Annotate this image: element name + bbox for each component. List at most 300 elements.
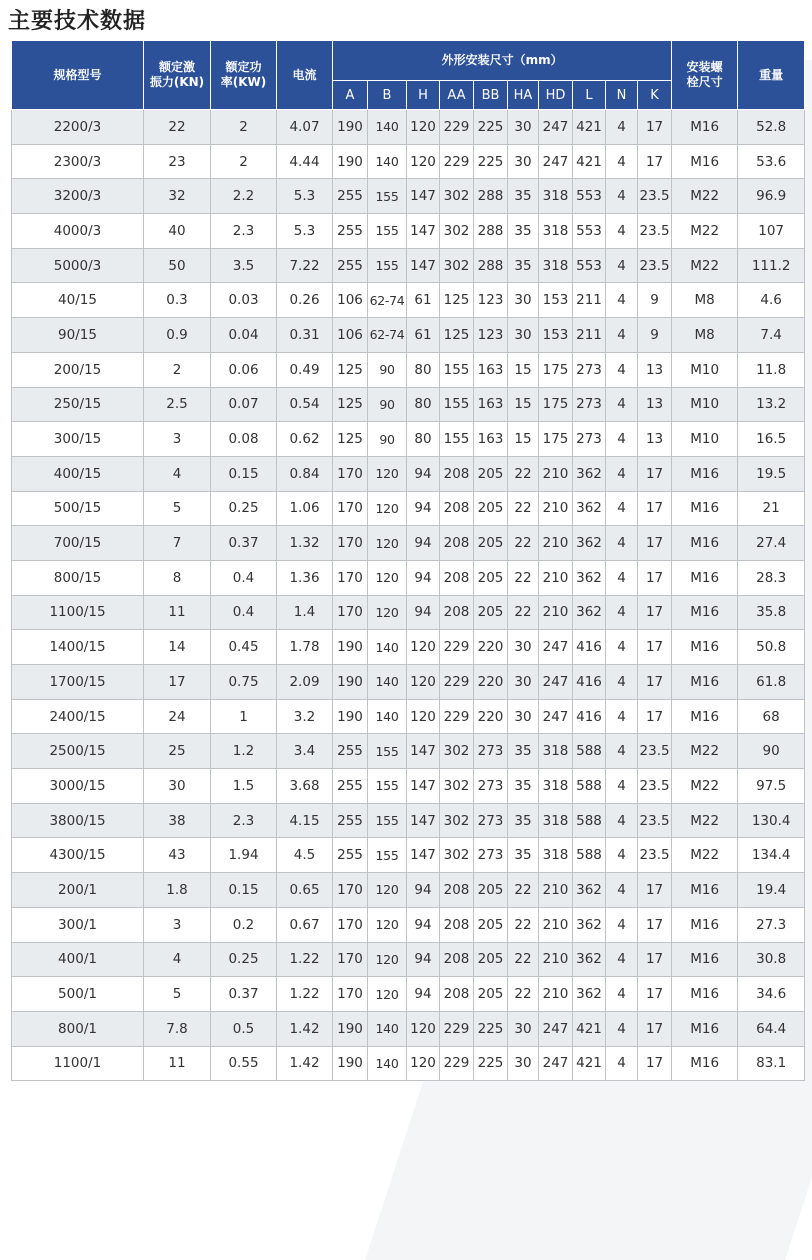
table-cell: 13 bbox=[638, 422, 672, 457]
table-cell: 247 bbox=[539, 1011, 573, 1046]
table-cell: M16 bbox=[672, 977, 738, 1012]
table-cell: 7.4 bbox=[738, 318, 805, 353]
table-cell: 4 bbox=[606, 665, 638, 700]
table-cell: 208 bbox=[440, 526, 474, 561]
table-row bbox=[12, 595, 805, 630]
table-cell: 34.6 bbox=[738, 977, 805, 1012]
table-row bbox=[12, 1046, 805, 1081]
table-cell: 1100/1 bbox=[12, 1046, 144, 1081]
table-cell: 0.03 bbox=[211, 283, 277, 318]
table-cell: 588 bbox=[573, 734, 606, 769]
header-bolt bbox=[672, 41, 738, 110]
table-header bbox=[12, 41, 805, 110]
table-cell: 163 bbox=[474, 387, 508, 422]
page-title: 主要技术数据 bbox=[8, 9, 147, 34]
table-cell: 24 bbox=[144, 699, 211, 734]
table-cell: 97.5 bbox=[738, 769, 805, 804]
table-cell: 800/1 bbox=[12, 1011, 144, 1046]
table-cell: 120 bbox=[368, 456, 407, 491]
table-cell: 4 bbox=[606, 769, 638, 804]
table-cell: 9 bbox=[638, 283, 672, 318]
table-cell: 17 bbox=[638, 665, 672, 700]
table-cell: 1.5 bbox=[211, 769, 277, 804]
table-cell: 155 bbox=[368, 734, 407, 769]
table-cell: 220 bbox=[474, 665, 508, 700]
table-cell: 94 bbox=[407, 907, 440, 942]
table-row bbox=[12, 873, 805, 908]
table-cell: 4 bbox=[606, 144, 638, 179]
table-cell: 5000/3 bbox=[12, 248, 144, 283]
table-cell: 94 bbox=[407, 942, 440, 977]
table-cell: 80 bbox=[407, 352, 440, 387]
table-cell: 1.94 bbox=[211, 838, 277, 873]
table-cell: 1.06 bbox=[277, 491, 333, 526]
table-cell: 302 bbox=[440, 179, 474, 214]
table-cell: 1.36 bbox=[277, 560, 333, 595]
table-cell: 120 bbox=[368, 526, 407, 561]
table-cell: 94 bbox=[407, 526, 440, 561]
table-cell: 4 bbox=[144, 942, 211, 977]
table-cell: 205 bbox=[474, 907, 508, 942]
table-cell: 0.4 bbox=[211, 595, 277, 630]
table-cell: M22 bbox=[672, 214, 738, 249]
table-cell: 125 bbox=[440, 318, 474, 353]
table-row bbox=[12, 352, 805, 387]
table-cell: 90 bbox=[368, 352, 407, 387]
table-cell: 155 bbox=[368, 214, 407, 249]
table-cell: 255 bbox=[333, 769, 368, 804]
table-cell: 500/15 bbox=[12, 491, 144, 526]
table-cell: 302 bbox=[440, 734, 474, 769]
table-cell: 155 bbox=[368, 179, 407, 214]
table-cell: 210 bbox=[539, 560, 573, 595]
table-cell: 3 bbox=[144, 907, 211, 942]
table-cell: 90 bbox=[368, 422, 407, 457]
table-cell: 170 bbox=[333, 942, 368, 977]
table-cell: M22 bbox=[672, 179, 738, 214]
table-cell: 2 bbox=[211, 110, 277, 145]
table-cell: 362 bbox=[573, 907, 606, 942]
table-cell: 17 bbox=[638, 873, 672, 908]
table-cell: 0.67 bbox=[277, 907, 333, 942]
table-cell: 30 bbox=[508, 1011, 539, 1046]
table-cell: 0.49 bbox=[277, 352, 333, 387]
table-cell: 17 bbox=[144, 665, 211, 700]
table-cell: 35.8 bbox=[738, 595, 805, 630]
table-cell: 4300/15 bbox=[12, 838, 144, 873]
table-cell: 362 bbox=[573, 491, 606, 526]
table-cell: 107 bbox=[738, 214, 805, 249]
table-cell: 0.55 bbox=[211, 1046, 277, 1081]
table-cell: 4 bbox=[606, 803, 638, 838]
table-cell: 0.04 bbox=[211, 318, 277, 353]
table-cell: 208 bbox=[440, 456, 474, 491]
table-cell: 0.75 bbox=[211, 665, 277, 700]
table-cell: 80 bbox=[407, 422, 440, 457]
table-cell: 125 bbox=[440, 283, 474, 318]
table-cell: 61 bbox=[407, 283, 440, 318]
table-cell: 362 bbox=[573, 977, 606, 1012]
table-cell: 153 bbox=[539, 318, 573, 353]
table-cell: 94 bbox=[407, 873, 440, 908]
table-cell: 125 bbox=[333, 352, 368, 387]
table-cell: 273 bbox=[474, 838, 508, 873]
spec-table bbox=[11, 40, 805, 1081]
header-force-line-2: 振力(KN) bbox=[149, 75, 205, 89]
table-cell: 229 bbox=[440, 110, 474, 145]
header-dim-l: L bbox=[573, 81, 606, 110]
table-cell: 25 bbox=[144, 734, 211, 769]
table-cell: 0.37 bbox=[211, 977, 277, 1012]
table-cell: 120 bbox=[407, 699, 440, 734]
table-cell: 4 bbox=[606, 248, 638, 283]
table-cell: 140 bbox=[368, 630, 407, 665]
table-cell: 134.4 bbox=[738, 838, 805, 873]
table-cell: 416 bbox=[573, 699, 606, 734]
header-current: 电流 bbox=[277, 41, 333, 110]
table-cell: 27.3 bbox=[738, 907, 805, 942]
table-cell: 30 bbox=[508, 110, 539, 145]
table-cell: 0.06 bbox=[211, 352, 277, 387]
table-cell: 210 bbox=[539, 526, 573, 561]
table-cell: 302 bbox=[440, 248, 474, 283]
table-cell: 11 bbox=[144, 595, 211, 630]
table-cell: 0.37 bbox=[211, 526, 277, 561]
table-cell: 3.68 bbox=[277, 769, 333, 804]
table-cell: 140 bbox=[368, 1046, 407, 1081]
table-cell: M16 bbox=[672, 907, 738, 942]
table-row bbox=[12, 769, 805, 804]
table-cell: 30 bbox=[508, 699, 539, 734]
table-cell: M22 bbox=[672, 803, 738, 838]
table-cell: 588 bbox=[573, 769, 606, 804]
table-cell: 147 bbox=[407, 248, 440, 283]
table-cell: 30 bbox=[508, 630, 539, 665]
table-cell: 205 bbox=[474, 491, 508, 526]
table-cell: 0.9 bbox=[144, 318, 211, 353]
table-cell: 1700/15 bbox=[12, 665, 144, 700]
table-cell: 2.3 bbox=[211, 803, 277, 838]
table-cell: 318 bbox=[539, 769, 573, 804]
table-cell: 94 bbox=[407, 491, 440, 526]
table-cell: 302 bbox=[440, 838, 474, 873]
table-cell: 120 bbox=[368, 942, 407, 977]
table-cell: 273 bbox=[573, 422, 606, 457]
table-cell: 23.5 bbox=[638, 769, 672, 804]
table-row bbox=[12, 456, 805, 491]
table-cell: 190 bbox=[333, 699, 368, 734]
table-cell: 90/15 bbox=[12, 318, 144, 353]
table-row bbox=[12, 630, 805, 665]
table-cell: 120 bbox=[368, 491, 407, 526]
table-cell: 3.5 bbox=[211, 248, 277, 283]
table-cell: 17 bbox=[638, 977, 672, 1012]
table-cell: M16 bbox=[672, 699, 738, 734]
table-cell: 421 bbox=[573, 1011, 606, 1046]
table-cell: 120 bbox=[368, 873, 407, 908]
table-cell: 155 bbox=[368, 248, 407, 283]
table-cell: 2.5 bbox=[144, 387, 211, 422]
table-cell: 5 bbox=[144, 977, 211, 1012]
header-power-line-2: 率(KW) bbox=[220, 75, 267, 89]
table-cell: 0.62 bbox=[277, 422, 333, 457]
table-cell: 553 bbox=[573, 179, 606, 214]
table-cell: 17 bbox=[638, 456, 672, 491]
table-row bbox=[12, 214, 805, 249]
table-cell: 318 bbox=[539, 803, 573, 838]
table-cell: M22 bbox=[672, 734, 738, 769]
table-cell: 35 bbox=[508, 214, 539, 249]
table-cell: 1.32 bbox=[277, 526, 333, 561]
table-cell: 13.2 bbox=[738, 387, 805, 422]
table-cell: 302 bbox=[440, 214, 474, 249]
table-cell: 94 bbox=[407, 560, 440, 595]
table-cell: 7 bbox=[144, 526, 211, 561]
table-cell: 273 bbox=[474, 734, 508, 769]
table-cell: 2400/15 bbox=[12, 699, 144, 734]
table-row bbox=[12, 907, 805, 942]
table-cell: 125 bbox=[333, 422, 368, 457]
table-cell: 400/15 bbox=[12, 456, 144, 491]
table-cell: 800/15 bbox=[12, 560, 144, 595]
table-cell: 23.5 bbox=[638, 214, 672, 249]
table-cell: 64.4 bbox=[738, 1011, 805, 1046]
table-cell: 208 bbox=[440, 907, 474, 942]
table-cell: 255 bbox=[333, 248, 368, 283]
table-cell: 205 bbox=[474, 595, 508, 630]
table-row bbox=[12, 110, 805, 145]
table-cell: 211 bbox=[573, 318, 606, 353]
table-cell: 170 bbox=[333, 456, 368, 491]
table-row bbox=[12, 1011, 805, 1046]
table-cell: 120 bbox=[407, 1046, 440, 1081]
table-cell: 300/1 bbox=[12, 907, 144, 942]
table-cell: 4 bbox=[606, 491, 638, 526]
table-cell: 4 bbox=[606, 595, 638, 630]
table-cell: 4 bbox=[606, 214, 638, 249]
table-cell: 7.22 bbox=[277, 248, 333, 283]
table-cell: 5.3 bbox=[277, 214, 333, 249]
table-cell: 17 bbox=[638, 907, 672, 942]
header-dimensions-group: 外形安装尺寸（mm） bbox=[333, 41, 672, 81]
table-cell: 4 bbox=[606, 1046, 638, 1081]
table-cell: 123 bbox=[474, 318, 508, 353]
table-cell: 153 bbox=[539, 283, 573, 318]
table-cell: 62-74 bbox=[368, 283, 407, 318]
table-row bbox=[12, 665, 805, 700]
table-cell: 111.2 bbox=[738, 248, 805, 283]
table-cell: 120 bbox=[368, 977, 407, 1012]
table-cell: 0.4 bbox=[211, 560, 277, 595]
table-cell: 4 bbox=[606, 873, 638, 908]
table-cell: 4 bbox=[606, 526, 638, 561]
table-cell: 1.4 bbox=[277, 595, 333, 630]
table-cell: 170 bbox=[333, 907, 368, 942]
table-cell: 4 bbox=[606, 1011, 638, 1046]
table-cell: 170 bbox=[333, 491, 368, 526]
table-cell: 4.5 bbox=[277, 838, 333, 873]
table-cell: 255 bbox=[333, 214, 368, 249]
table-cell: 205 bbox=[474, 977, 508, 1012]
table-cell: 208 bbox=[440, 873, 474, 908]
table-row bbox=[12, 942, 805, 977]
table-cell: 5.3 bbox=[277, 179, 333, 214]
table-cell: 43 bbox=[144, 838, 211, 873]
table-cell: 22 bbox=[508, 560, 539, 595]
table-cell: 2.3 bbox=[211, 214, 277, 249]
table-cell: 205 bbox=[474, 560, 508, 595]
table-cell: 229 bbox=[440, 699, 474, 734]
table-cell: 4 bbox=[606, 352, 638, 387]
table-cell: 13 bbox=[638, 387, 672, 422]
table-cell: 30.8 bbox=[738, 942, 805, 977]
header-dim-h: H bbox=[407, 81, 440, 110]
table-cell: 7.8 bbox=[144, 1011, 211, 1046]
table-cell: 210 bbox=[539, 977, 573, 1012]
table-cell: 8 bbox=[144, 560, 211, 595]
table-cell: 53.6 bbox=[738, 144, 805, 179]
table-cell: 175 bbox=[539, 422, 573, 457]
table-row bbox=[12, 491, 805, 526]
table-cell: 17 bbox=[638, 630, 672, 665]
table-cell: 225 bbox=[474, 1011, 508, 1046]
table-cell: 190 bbox=[333, 630, 368, 665]
table-cell: 23.5 bbox=[638, 734, 672, 769]
table-cell: 1.22 bbox=[277, 942, 333, 977]
table-cell: 4 bbox=[606, 838, 638, 873]
table-cell: 4 bbox=[606, 283, 638, 318]
table-cell: 205 bbox=[474, 456, 508, 491]
table-cell: 0.25 bbox=[211, 942, 277, 977]
table-cell: M10 bbox=[672, 387, 738, 422]
table-cell: 90 bbox=[738, 734, 805, 769]
table-cell: 147 bbox=[407, 838, 440, 873]
table-cell: 14 bbox=[144, 630, 211, 665]
table-cell: 362 bbox=[573, 526, 606, 561]
table-cell: 3200/3 bbox=[12, 179, 144, 214]
header-dim-hd: HD bbox=[539, 81, 573, 110]
table-cell: 190 bbox=[333, 144, 368, 179]
table-cell: 421 bbox=[573, 110, 606, 145]
table-cell: 553 bbox=[573, 214, 606, 249]
table-cell: 106 bbox=[333, 283, 368, 318]
header-dim-ha: HA bbox=[508, 81, 539, 110]
table-cell: 35 bbox=[508, 179, 539, 214]
table-cell: 302 bbox=[440, 803, 474, 838]
header-dim-a: A bbox=[333, 81, 368, 110]
table-cell: 210 bbox=[539, 942, 573, 977]
table-cell: 4 bbox=[606, 734, 638, 769]
table-cell: 140 bbox=[368, 699, 407, 734]
table-cell: 175 bbox=[539, 352, 573, 387]
table-cell: 4 bbox=[606, 560, 638, 595]
table-cell: 190 bbox=[333, 1011, 368, 1046]
table-cell: 0.07 bbox=[211, 387, 277, 422]
table-cell: 4 bbox=[606, 318, 638, 353]
table-cell: 50.8 bbox=[738, 630, 805, 665]
table-cell: 208 bbox=[440, 595, 474, 630]
table-cell: 147 bbox=[407, 214, 440, 249]
table-cell: 318 bbox=[539, 248, 573, 283]
table-cell: 23.5 bbox=[638, 179, 672, 214]
table-cell: 15 bbox=[508, 387, 539, 422]
table-cell: 4 bbox=[606, 456, 638, 491]
table-cell: 4.07 bbox=[277, 110, 333, 145]
table-cell: 19.5 bbox=[738, 456, 805, 491]
header-dim-bb: BB bbox=[474, 81, 508, 110]
table-cell: 22 bbox=[144, 110, 211, 145]
table-cell: 362 bbox=[573, 560, 606, 595]
table-cell: 94 bbox=[407, 977, 440, 1012]
table-cell: M16 bbox=[672, 526, 738, 561]
table-cell: 22 bbox=[508, 595, 539, 630]
table-cell: 1.2 bbox=[211, 734, 277, 769]
table-cell: 210 bbox=[539, 491, 573, 526]
table-cell: 3800/15 bbox=[12, 803, 144, 838]
table-cell: 400/1 bbox=[12, 942, 144, 977]
table-cell: M16 bbox=[672, 942, 738, 977]
table-cell: 52.8 bbox=[738, 110, 805, 145]
table-cell: 247 bbox=[539, 699, 573, 734]
table-cell: 211 bbox=[573, 283, 606, 318]
table-cell: 362 bbox=[573, 456, 606, 491]
table-cell: M16 bbox=[672, 1046, 738, 1081]
table-cell: 247 bbox=[539, 1046, 573, 1081]
table-cell: 94 bbox=[407, 456, 440, 491]
table-cell: 229 bbox=[440, 144, 474, 179]
table-cell: M16 bbox=[672, 1011, 738, 1046]
table-cell: 4 bbox=[606, 422, 638, 457]
table-cell: 4 bbox=[606, 907, 638, 942]
table-cell: M22 bbox=[672, 248, 738, 283]
table-cell: 2 bbox=[211, 144, 277, 179]
table-cell: 17 bbox=[638, 1046, 672, 1081]
table-cell: 120 bbox=[407, 630, 440, 665]
table-cell: 190 bbox=[333, 110, 368, 145]
table-cell: 40/15 bbox=[12, 283, 144, 318]
table-cell: 500/1 bbox=[12, 977, 144, 1012]
table-cell: 3.4 bbox=[277, 734, 333, 769]
table-cell: 83.1 bbox=[738, 1046, 805, 1081]
table-cell: 1400/15 bbox=[12, 630, 144, 665]
table-cell: 22 bbox=[508, 456, 539, 491]
table-cell: 140 bbox=[368, 110, 407, 145]
table-cell: 229 bbox=[440, 1011, 474, 1046]
table-cell: 28.3 bbox=[738, 560, 805, 595]
table-cell: 17 bbox=[638, 560, 672, 595]
table-cell: 318 bbox=[539, 179, 573, 214]
table-cell: 0.26 bbox=[277, 283, 333, 318]
table-cell: 170 bbox=[333, 977, 368, 1012]
table-cell: M10 bbox=[672, 352, 738, 387]
table-row bbox=[12, 387, 805, 422]
table-cell: 0.54 bbox=[277, 387, 333, 422]
table-cell: 1.42 bbox=[277, 1011, 333, 1046]
table-cell: 421 bbox=[573, 144, 606, 179]
table-body bbox=[12, 110, 805, 1081]
table-cell: 225 bbox=[474, 1046, 508, 1081]
table-cell: M16 bbox=[672, 873, 738, 908]
table-cell: 23.5 bbox=[638, 803, 672, 838]
table-cell: 0.31 bbox=[277, 318, 333, 353]
table-cell: M22 bbox=[672, 769, 738, 804]
table-row bbox=[12, 977, 805, 1012]
table-cell: 35 bbox=[508, 734, 539, 769]
table-cell: 4.6 bbox=[738, 283, 805, 318]
table-cell: 30 bbox=[508, 318, 539, 353]
table-cell: 19.4 bbox=[738, 873, 805, 908]
table-cell: 1.78 bbox=[277, 630, 333, 665]
